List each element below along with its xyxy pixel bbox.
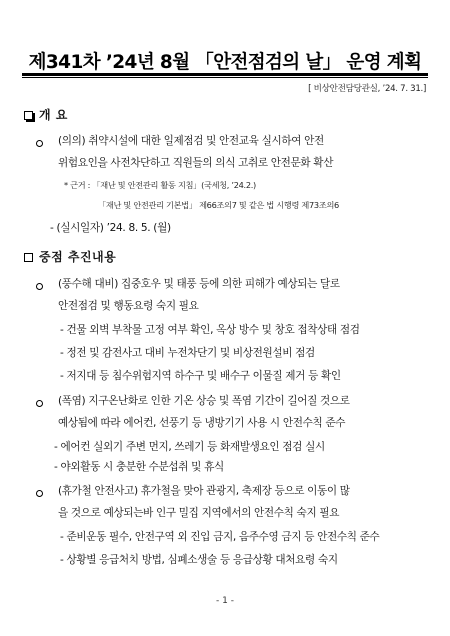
checkbox-bullet-icon <box>24 111 33 120</box>
section-heading-label: 개 요 <box>39 108 68 122</box>
circle-bullet-icon <box>36 140 43 147</box>
dash-item: - 정전 및 감전사고 대비 누전차단기 및 비상전원설비 점검 <box>60 347 315 359</box>
paragraph-line: 안전점검 및 행동요령 숙지 필요 <box>58 300 199 312</box>
section-heading-overview <box>24 106 68 123</box>
paragraph-line: 위험요인을 사전차단하고 직원들의 의식 고취로 안전문화 확산 <box>58 157 334 169</box>
title-underline <box>22 73 428 76</box>
paragraph-line: 예상됨에 따라 에어컨, 선풍기 등 냉방기기 사용 시 안전수칙 준수 <box>58 417 346 429</box>
document-title: 제341차 ’24년 8월 「안전점검의 날」 운영 계획 <box>28 52 422 73</box>
paragraph-line: (폭염) 지구온난화로 인한 기온 상승 및 폭염 기간이 길어질 것으로 <box>58 395 350 407</box>
checkbox-bullet-icon <box>24 253 33 262</box>
paragraph-line: (휴가철 안전사고) 휴가철을 맞아 관광지, 축제장 등으로 이동이 많 <box>58 485 350 497</box>
paragraph-line: - (실시일자) ’24. 8. 5. (월) <box>50 222 171 234</box>
circle-bullet-icon <box>36 490 43 497</box>
dash-item: - 에어컨 실외기 주변 먼지, 쓰레기 등 화재발생요인 점검 실시 <box>54 441 325 453</box>
section-heading-key-tasks <box>24 248 116 265</box>
dash-item: - 건물 외벽 부착물 고정 여부 확인, 옥상 방수 및 창호 접착상태 점검 <box>60 324 360 336</box>
title-underline-thin <box>22 77 428 78</box>
page-number: - 1 - <box>216 596 234 606</box>
dash-item: - 상황별 응급처치 방법, 심폐소생술 등 응급상황 대처요령 숙지 <box>60 554 338 566</box>
footnote-line: 「재난 및 안전관리 기본법」 제66조의7 및 같은 법 시행령 제73조의6 <box>98 200 339 210</box>
section-heading-label: 중점 추진내용 <box>39 250 117 264</box>
paragraph-line: 을 것으로 예상되는바 인구 밀집 지역에서의 안전수칙 숙지 필요 <box>58 507 340 519</box>
dash-item: - 준비운동 필수, 안전구역 외 진입 금지, 음주수영 금지 등 안전수칙 준수 <box>60 531 380 543</box>
circle-bullet-icon <box>36 400 43 407</box>
paragraph-line: (풍수해 대비) 집중호우 및 태풍 등에 의한 피해가 예상되는 달로 <box>58 278 340 290</box>
circle-bullet-icon <box>36 283 43 290</box>
department-date: [ 비상안전담당관실, ’24. 7. 31.] <box>308 84 426 94</box>
footnote-line: * 근거 : 「재난 및 안전관리 활동 지침」(국세청, ’24.2.) <box>64 180 256 190</box>
dash-item: - 저지대 등 침수위험지역 하수구 및 배수구 이물질 제거 등 확인 <box>60 370 341 382</box>
dash-item: - 야외활동 시 충분한 수분섭취 및 휴식 <box>54 461 224 473</box>
paragraph-line: (의의) 취약시설에 대한 일제점검 및 안전교육 실시하여 안전 <box>58 135 324 147</box>
